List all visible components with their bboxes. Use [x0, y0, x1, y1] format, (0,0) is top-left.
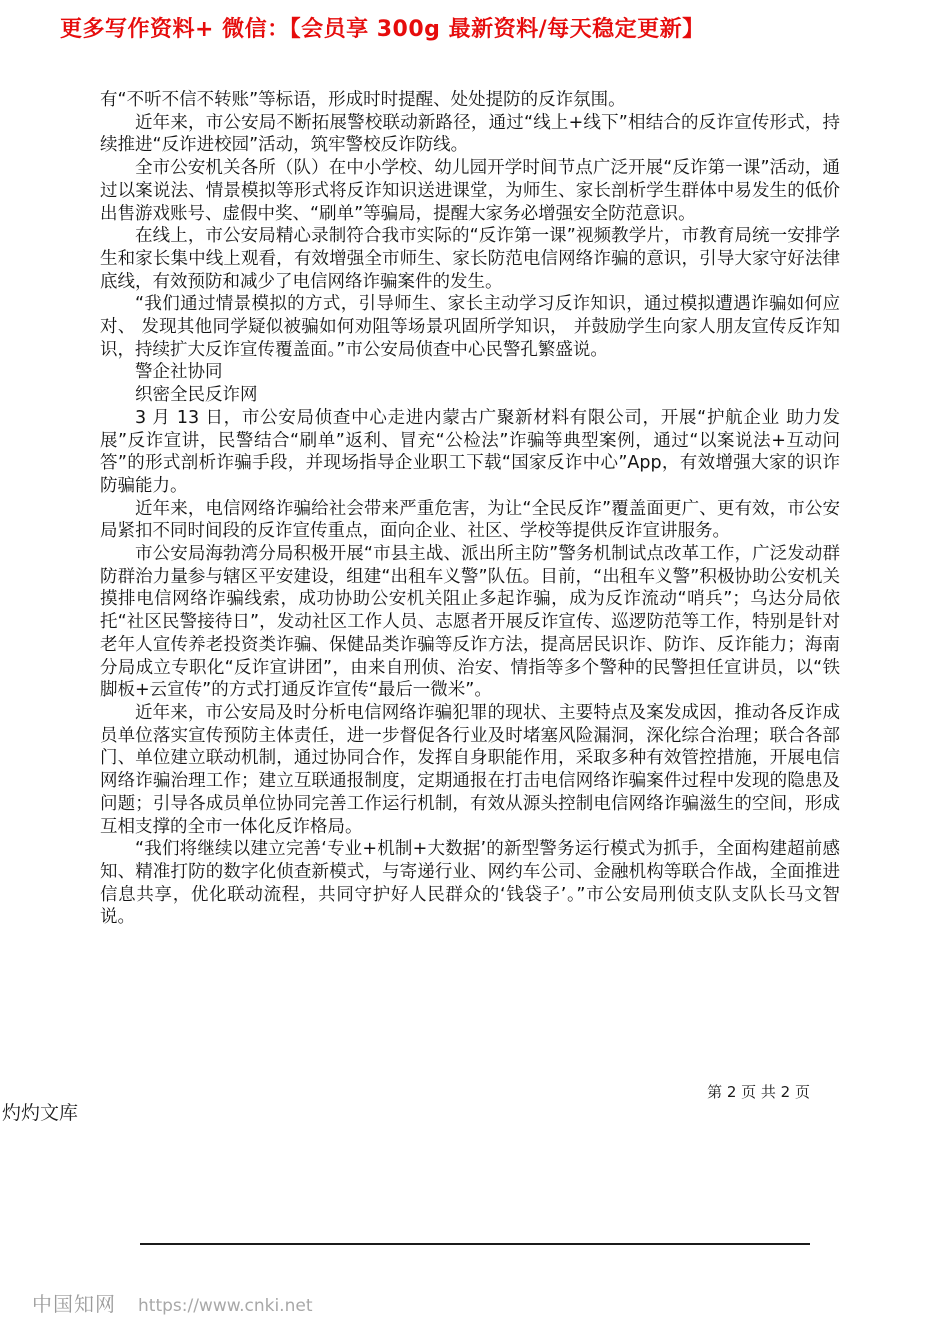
- paragraph: 市公安局海勃湾分局积极开展“市县主战、派出所主防”警务机制试点改革工作，广泛发动群防群治力量参与辖区平安建设，组建“出租车义警”队伍。目前，“出租车义警”积极协助公安机关摸排电信网络诈骗线索，成功协助公安机关阻止多起诈骗，成为反诈流动“哨兵”；乌达分局依托“社区民警接待日”，发动社区工作人员、志愿者开展反诈宣传、巡逻防范等工作，特别是针对老年人宣传养老投资类诈骗、保健品类诈骗等反诈方法，提高居民识诈、防诈、反诈能力；海南分局成立专职化“反诈宣讲团”，由来自刑侦、治安、情指等多个警种的民警担任宣讲员，以“铁脚板+云宣传”的方式打通反诈宣传“最后一微米”。: [100, 544, 840, 701]
- cnki-url-link[interactable]: https://www.cnki.net: [138, 1296, 313, 1316]
- paragraph: “我们通过情景模拟的方式，引导师生、家长主动学习反诈知识，通过模拟遭遇诈骗如何应对、 发现其他同学疑似被骗如何劝阻等场景巩固所学知识， 并鼓励学生向家人朋友宣传反诈知识，持续扩大反诈宣传覆盖面。”市公安局侦查中心民警孔繁盛说。: [100, 294, 840, 360]
- paragraph: “我们将继续以建立完善‘专业+机制+大数据’的新型警务运行模式为抓手，全面构建超前感知、精准打防的数字化侦查新模式，与寄递行业、网约车公司、金融机构等联合作战，全面推进信息共享，优化联动流程，共同守护好人民群众的‘钱袋子’。”市公安局刑侦支队支队长马文智说。: [100, 839, 840, 928]
- paragraph: 有“不听不信不转账”等标语，形成时时提醒、处处提防的反诈氛围。: [100, 90, 626, 110]
- document-body: [100, 89, 840, 929]
- paragraph: 近年来，市公安局及时分析电信网络诈骗犯罪的现状、主要特点及案发成因，推动各反诈成员单位落实宣传预防主体责任，进一步督促各行业及时堵塞风险漏洞，深化综合治理；联合各部门、单位建立联动机制，通过协同合作，发挥自身职能作用，采取多种有效管控措施，开展电信网络诈骗治理工作；建立互联通报制度，定期通报在打击电信网络诈骗案件过程中发现的隐患及问题；引导各成员单位协同完善工作运行机制，有效从源头控制电信网络诈骗滋生的空间，形成互相支撑的全市一体化反诈格局。: [100, 702, 840, 837]
- footer-divider: [140, 1243, 810, 1245]
- paragraph: 警企社协同: [135, 362, 223, 383]
- promo-banner: [60, 12, 920, 43]
- paragraph: 近年来，电信网络诈骗给社会带来严重危害，为让“全民反诈”覆盖面更广、更有效，市公安局紧扣不同时间段的反诈宣传重点，面向企业、社区、学校等提供反诈宣讲服务。: [100, 498, 840, 542]
- promo-text: 更多写作资料+ 微信：【会员享 300g 最新资料/每天稳定更新】: [60, 17, 705, 42]
- paragraph: 织密全民反诈网: [135, 385, 258, 406]
- page-number: 第 2 页 共 2 页: [707, 1083, 810, 1101]
- paragraph: 近年来，市公安局不断拓展警校联动新路径，通过“线上+线下”相结合的反诈宣传形式，持续推进“反诈进校园”活动，筑牢警校反诈防线。: [100, 112, 840, 156]
- cnki-footer: [32, 1288, 312, 1317]
- paragraph: 全市公安机关各所（队）在中小学校、幼儿园开学时间节点广泛开展“反诈第一课”活动，通过以案说法、情景模拟等形式将反诈知识送进课堂，为师生、家长剖析学生群体中易发生的低价出售游戏账号、虚假中奖、“刷单”等骗局，提醒大家务必增强安全防范意识。: [100, 158, 840, 224]
- library-watermark: 灼灼文库: [2, 1102, 79, 1124]
- cnki-brand: 中国知网: [32, 1292, 116, 1316]
- paragraph: 3 月 13 日，市公安局侦查中心走进内蒙古广聚新材料有限公司，开展“护航企业 助力发展”反诈宣讲，民警结合“刷单”返利、冒充“公检法”诈骗等典型案例，通过“以案说法+互动问答”的形式剖析诈骗手段，并现场指导企业职工下载“国家反诈中心”App，有效增强大家的识诈防骗能力。: [100, 407, 840, 496]
- paragraph: 在线上，市公安局精心录制符合我市实际的“反诈第一课”视频教学片，市教育局统一安排学生和家长集中线上观看，有效增强全市师生、家长防范电信网络诈骗的意识，引导大家守好法律底线，有效预防和减少了电信网络诈骗案件的发生。: [100, 226, 840, 292]
